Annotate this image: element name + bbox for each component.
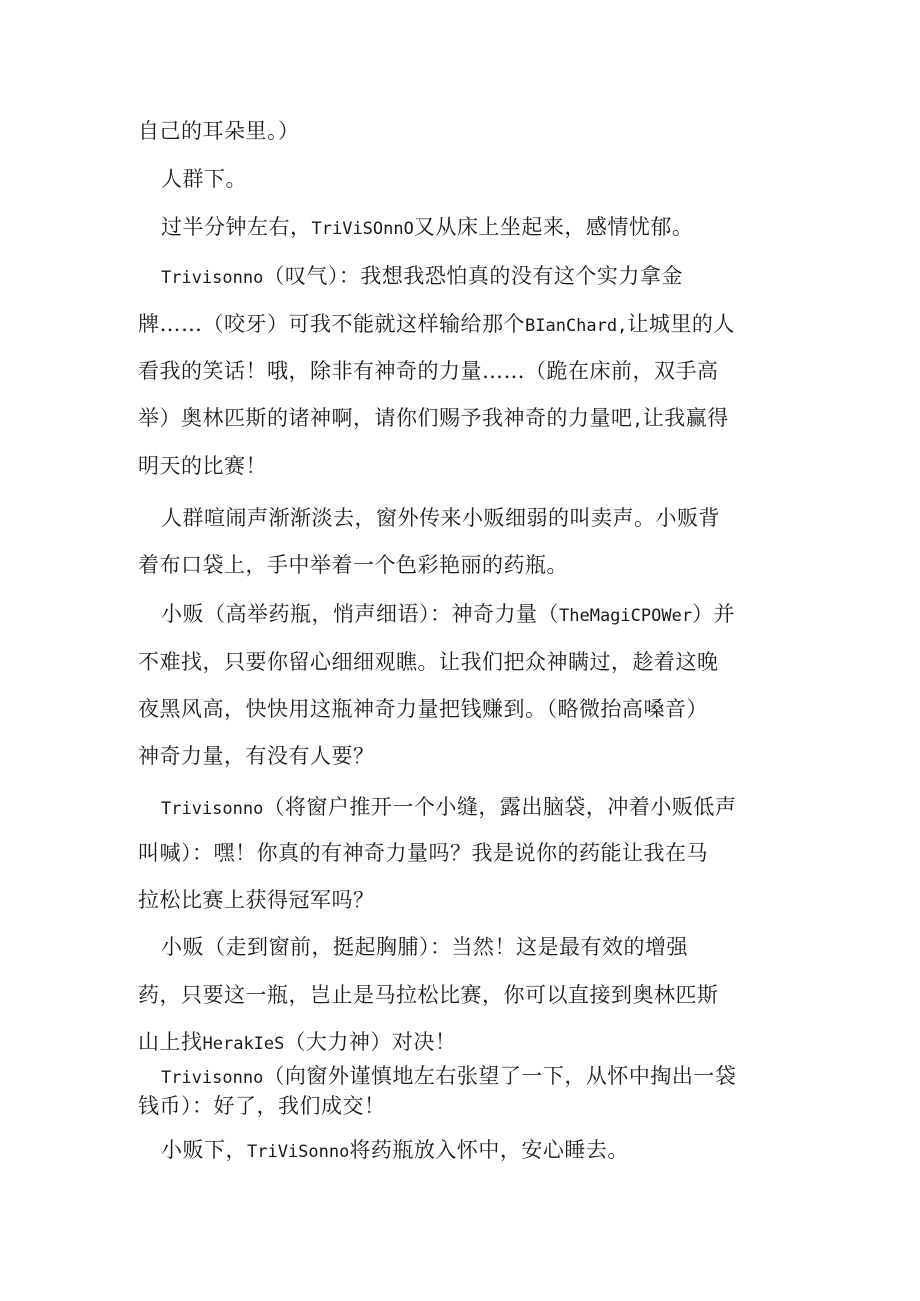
text-line: Trivisonno（叹气）：我想我恐怕真的没有这个实力拿金: [161, 264, 683, 288]
text-line: 小贩下，TriViSonno将药瓶放入怀中，安心睡去。: [161, 1138, 629, 1162]
text-line: 药，只要这一瓶，岂止是马拉松比赛，你可以直接到奥林匹斯: [138, 983, 719, 1007]
text-line: 山上找HerakIeS（大力神）对决！: [138, 1030, 457, 1054]
text-line: 举）奥林匹斯的诸神啊，请你们赐予我神奇的力量吧,让我赢得: [138, 406, 729, 430]
text-line: 夜黑风高，快快用这瓶神奇力量把钱赚到。（略微抬高嗓音）: [138, 697, 708, 721]
text-line: 拉松比赛上获得冠军吗？: [138, 888, 375, 912]
text-line: 自己的耳朵里。）: [138, 119, 300, 143]
text-line: Trivisonno（向窗外谨慎地左右张望了一下，从怀中掏出一袋: [161, 1064, 737, 1088]
text-line: 叫喊）：嘿！你真的有神奇力量吗？我是说你的药能让我在马: [138, 841, 708, 865]
text-line: Trivisonno（将窗户推开一个小缝，露出脑袋，冲着小贩低声: [161, 795, 737, 819]
text-line: 不难找，只要你留心细细观瞧。让我们把众神瞒过，趁着这晚: [138, 650, 719, 674]
text-line: 过半分钟左右，TriViSOnnO又从床上坐起来，感情忧郁。: [161, 215, 694, 239]
text-line: 着布口袋上，手中举着一个色彩艳丽的药瓶。: [138, 553, 568, 577]
text-line: 神奇力量，有没有人要？: [138, 744, 375, 768]
text-line: 明天的比赛！: [138, 454, 267, 478]
text-line: 看我的笑话！哦，除非有神奇的力量……（跪在床前，双手高: [138, 359, 719, 383]
text-line: 人群喧闹声渐渐淡去，窗外传来小贩细弱的叫卖声。小贩背: [161, 506, 720, 530]
text-line: 小贩（高举药瓶，悄声细语）：神奇力量（TheMagiCPOWer）并: [161, 602, 736, 626]
text-line: 人群下。: [161, 167, 247, 191]
text-line: 小贩（走到窗前，挺起胸脯）：当然！这是最有效的增强: [161, 935, 688, 959]
text-line: 牌……（咬牙）可我不能就这样输给那个BIanChard,让城里的人: [138, 312, 735, 336]
text-line: 钱币）：好了，我们成交！: [138, 1094, 386, 1118]
